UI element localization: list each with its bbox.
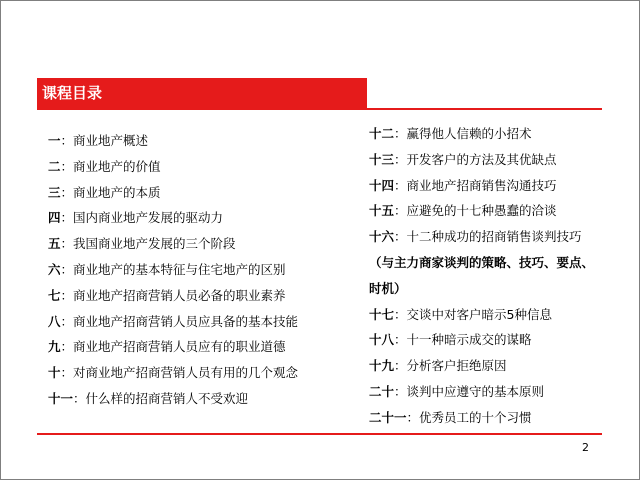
toc-item: [48, 360, 366, 386]
toc-item: [369, 250, 631, 276]
toc-item: [48, 334, 366, 360]
title-divider: [37, 108, 602, 110]
toc-item: [369, 302, 631, 328]
toc-item-text: ：谈判中应遵守的基本原则: [394, 383, 545, 399]
toc-item-text: ：十一种暗示成交的谋略: [394, 332, 532, 348]
toc-item-number: 十: [48, 365, 61, 381]
toc-item: [48, 309, 366, 335]
toc-item-text: ：优秀员工的十个习惯: [406, 409, 532, 425]
toc-item-text: ：商业地产概述: [60, 133, 149, 148]
toc-item: [369, 276, 631, 302]
toc-item: [369, 173, 631, 199]
toc-item-number: 二: [48, 158, 61, 174]
toc-item: [48, 180, 366, 206]
toc-item-text: （与主力商家谈判的策略、技巧、要点、: [369, 254, 595, 270]
toc-item-text: ：对商业地产招商营销人员有用的几个观念: [60, 365, 299, 381]
toc-item-number: 四: [48, 210, 61, 226]
toc-item: [369, 198, 631, 224]
toc-item-text: ：交谈中对客户暗示5种信息: [394, 306, 552, 322]
slide-title: 课程目录: [42, 84, 103, 102]
toc-item: [369, 405, 631, 431]
toc-item: [48, 128, 366, 154]
toc-item-text: ：十二种成功的招商销售谈判技巧: [394, 229, 582, 245]
toc-item: [48, 257, 366, 283]
toc-item-text: ：商业地产招商营销人员应具备的基本技能: [60, 313, 299, 329]
toc-item-number: 三: [48, 184, 61, 200]
toc-item-number: 一: [48, 133, 61, 148]
toc-item: [369, 379, 631, 405]
toc-item-text: ：分析客户拒绝原因: [394, 358, 507, 374]
toc-item-text: ：应避免的十七种愚蠢的洽谈: [394, 203, 557, 219]
toc-item-number: 五: [48, 236, 61, 252]
toc-item-number: 八: [48, 313, 61, 329]
title-bar: [37, 78, 367, 108]
toc-item: [48, 283, 366, 309]
toc-item-text: ：商业地产招商营销人员必备的职业素养: [60, 287, 286, 303]
toc-item-number: 十七: [369, 306, 395, 322]
toc-item: [48, 386, 366, 412]
toc-item: [369, 353, 631, 379]
toc-item: [369, 121, 631, 147]
toc-item-number: 二十: [369, 383, 395, 399]
footer-divider: [37, 433, 602, 435]
toc-item-number: 六: [48, 261, 61, 277]
toc-item-number: 七: [48, 287, 61, 303]
toc-item-number: 二十一: [369, 409, 407, 425]
toc-item-text: ：国内商业地产发展的驱动力: [60, 210, 224, 226]
toc-item-text: ：赢得他人信赖的小招术: [394, 126, 532, 141]
toc-item-number: 十六: [369, 229, 395, 245]
toc-right-column: [369, 121, 631, 431]
toc-item: [48, 205, 366, 231]
toc-item-number: 十八: [369, 332, 395, 348]
toc-item: [369, 224, 631, 250]
page-number: 2: [582, 441, 589, 454]
toc-item-text: ：商业地产的本质: [60, 184, 161, 200]
toc-item-text: ：商业地产的基本特征与住宅地产的区别: [60, 261, 286, 277]
toc-item-number: 十五: [369, 203, 395, 219]
toc-item-text: ：商业地产招商销售沟通技巧: [394, 177, 557, 193]
toc-item: [48, 154, 366, 180]
toc-left-column: [48, 128, 366, 412]
toc-item: [369, 147, 631, 173]
toc-item-text: ：我国商业地产发展的三个阶段: [60, 236, 236, 252]
toc-item-number: 十二: [369, 126, 395, 141]
toc-item-number: 十三: [369, 151, 395, 167]
toc-item-number: 十九: [369, 358, 395, 374]
toc-item-number: 九: [48, 339, 61, 355]
toc-item-text: 时机）: [369, 280, 407, 296]
toc-item-text: ：商业地产的价值: [60, 158, 161, 174]
toc-item-number: 十四: [369, 177, 395, 193]
toc-item: [369, 327, 631, 353]
toc-item-text: ：什么样的招商营销人不受欢迎: [73, 390, 249, 406]
toc-item-text: ：开发客户的方法及其优缺点: [394, 151, 557, 167]
toc-item: [48, 231, 366, 257]
toc-item-text: ：商业地产招商营销人员应有的职业道德: [60, 339, 286, 355]
toc-item-number: 十一: [48, 390, 74, 406]
